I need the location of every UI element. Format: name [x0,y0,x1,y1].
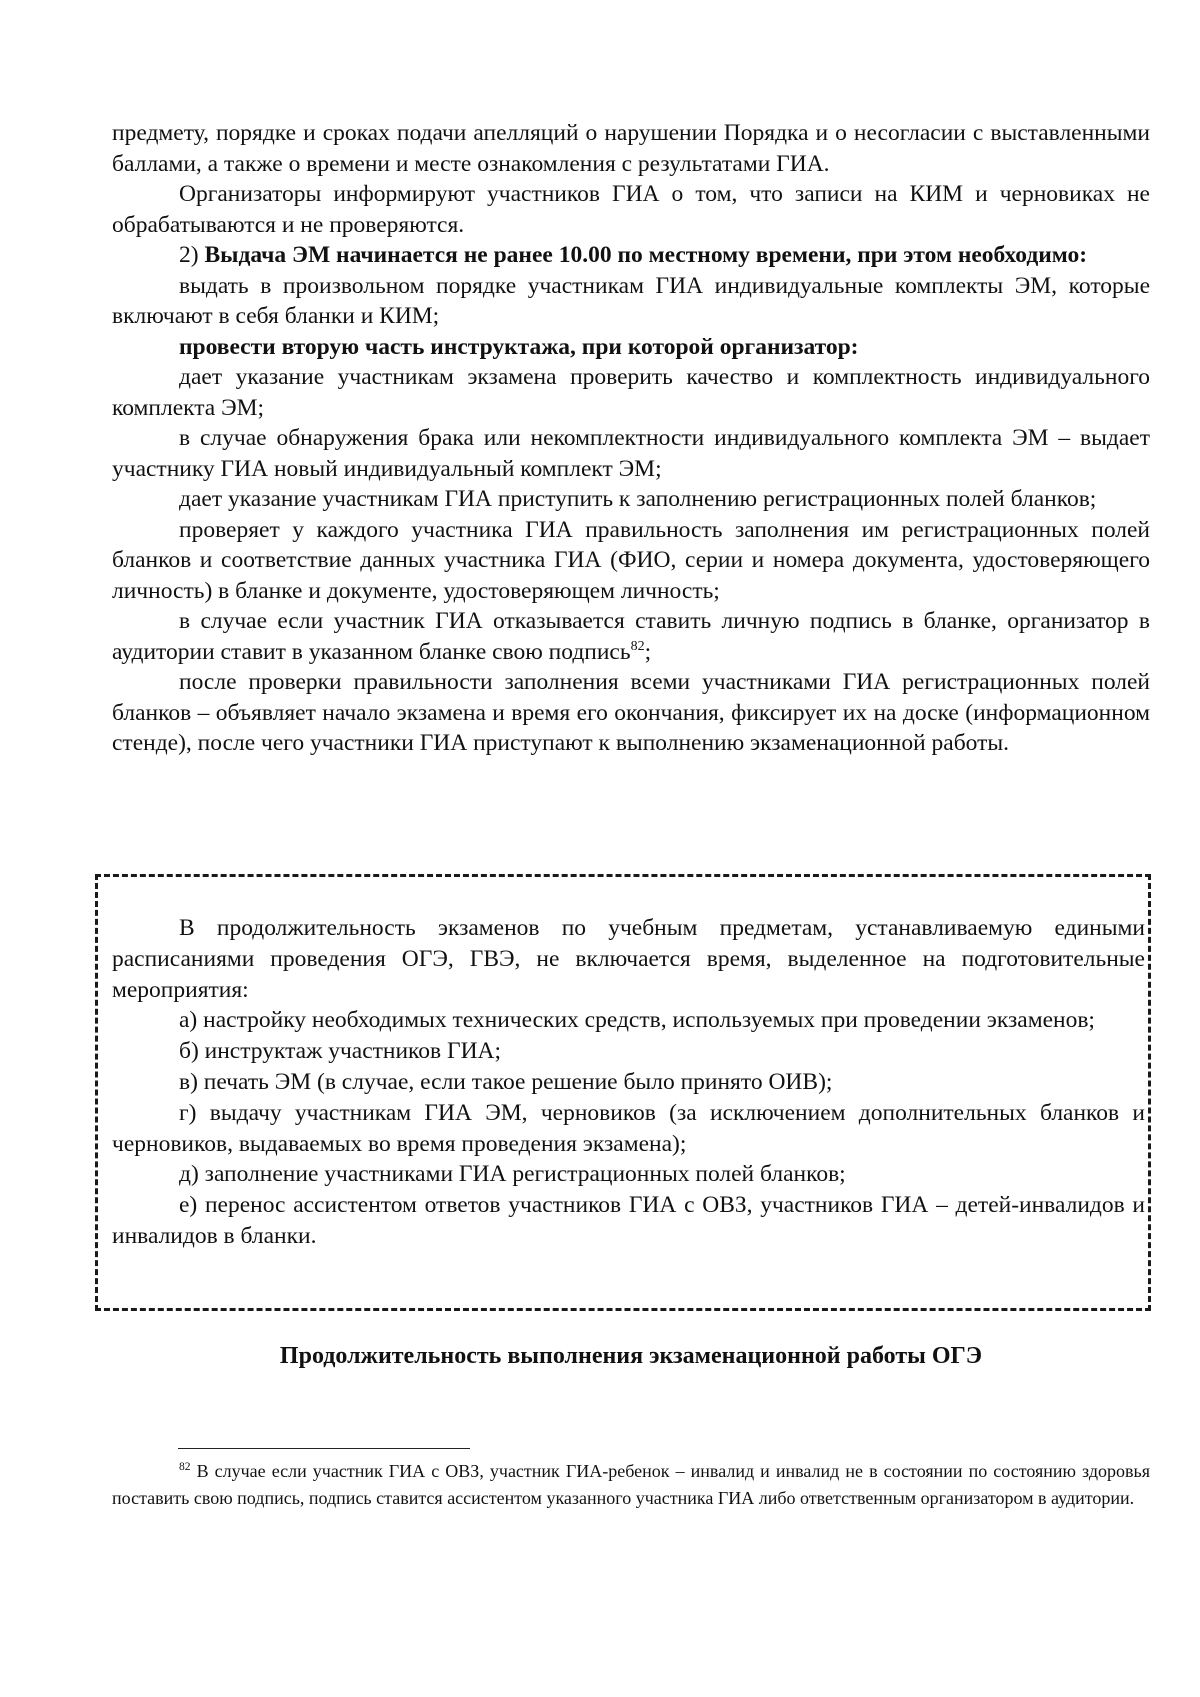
box-item-d: г) выдачу участникам ГИА ЭМ, черновиков (за исключением дополнительных бланков и черновиков, выдаваемых во время проведения экзамена); [112,1099,1145,1157]
paragraph-appeals: предмету, порядке и сроках подачи апелляций о нарушении Порядка и о несогласии с выставленными баллами, а также о времени и месте ознакомления с результатами ГИА. [112,120,1150,177]
signature-text: в случае если участник ГИА отказывается ставить личную подпись в бланке, организатор в аудитории ставит в указанном бланке свою подпись [112,608,1150,665]
paragraph-check-quality: дает указание участникам экзамена проверить качество и комплектность индивидуального комплекта ЭМ; [112,364,1150,421]
bold-heading-instruction: провести вторую часть инструктажа, при которой организатор: [179,333,859,360]
paragraph-signature [112,606,1150,667]
main-text [112,118,1150,759]
footnote-divider [178,1448,470,1449]
paragraph-distribute-kits: выдать в произвольном порядке участникам ГИА индивидуальные комплекты ЭМ, которые включают в себя бланки и КИМ; [112,272,1150,329]
footnote-paragraph [112,1458,1150,1511]
paragraph-verify-fields: проверяет у каждого участника ГИА правильность заполнения им регистрационных полей бланков и соответствие данных участника ГИА (ФИО, серии и номера документа, удостоверяющего личность) в бланке и документе, удостоверяющем личность; [112,516,1150,604]
paragraph-announce-start: после проверки правильности заполнения всеми участниками ГИА регистрационных полей бланков – объявляет начало экзамена и время его окончания, фиксирует их на доске (информационном стенде), после чего участники ГИА приступают к выполнению экзаменационной работы. [112,669,1150,756]
paragraph-issue-em [112,240,1150,271]
paragraph-fill-fields: дает указание участникам ГИА приступить к заполнению регистрационных полей бланков; [179,486,1097,512]
footnote-number: 82 [179,1461,191,1473]
footnote [112,1458,1150,1511]
box-item-b: б) инструктаж участников ГИА; [179,1038,502,1065]
section-title: Продолжительность выполнения экзаменационной работы ОГЭ [279,1343,983,1369]
info-box-text [112,913,1145,1252]
box-item-f: е) перенос ассистентом ответов участников ГИА с ОВЗ, участников ГИА – детей-инвалидов и инвалидов в бланки. [112,1192,1145,1249]
paragraph-defect: в случае обнаружения брака или некомплектности индивидуального комплекта ЭМ – выдает участнику ГИА новый индивидуальный комплект ЭМ; [112,425,1150,482]
item-number: 2) [179,242,205,268]
bold-heading-issue: Выдача ЭМ начинается не ранее 10.00 по местному времени, при этом необходимо: [204,242,1088,268]
box-item-c: в) печать ЭМ (в случае, если такое решение было принято ОИВ); [179,1068,833,1095]
footnote-ref[interactable]: 82 [630,638,645,654]
signature-end: ; [644,638,652,665]
box-item-e: д) заполнение участниками ГИА регистрационных полей бланков; [179,1161,846,1188]
box-intro: В продолжительность экзаменов по учебным предметам, устанавливаемую едиными расписаниями проведения ОГЭ, ГВЭ, не включается время, выделенное на подготовительные мероприятия: [112,915,1145,1003]
footnote-text: В случае если участник ГИА с ОВЗ, участник ГИА-ребенок – инвалид и инвалид не в состоянии по состоянию здоровья поставить свою подпись, подпись ставится ассистентом указанного участника ГИА либо ответственным организатором в аудитории. [112,1461,1150,1508]
box-item-a: а) настройку необходимых технических средств, используемых при проведении экзаменов; [179,1007,1095,1034]
paragraph-kim-notes: Организаторы информируют участников ГИА о том, что записи на КИМ и черновиках не обрабатываются и не проверяются. [112,181,1150,238]
